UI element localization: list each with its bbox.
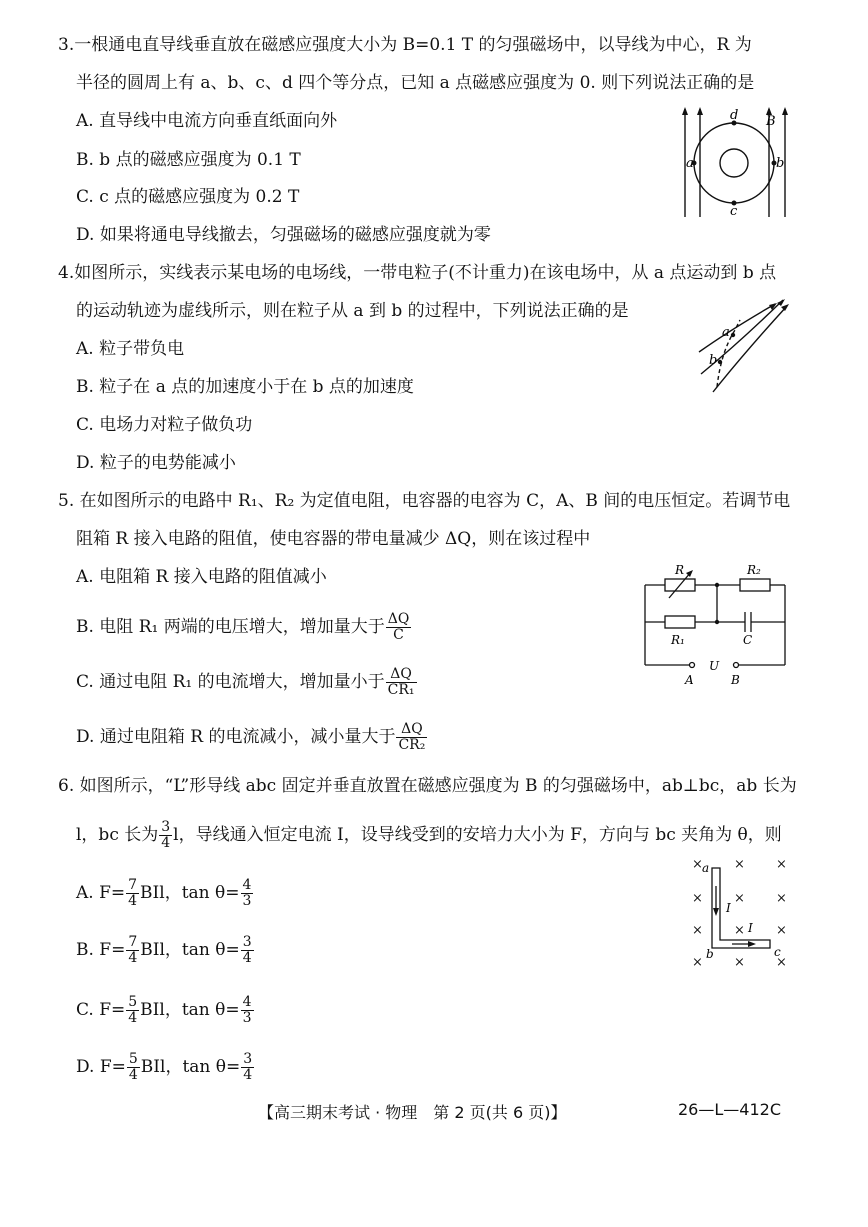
frac-den: 3 bbox=[242, 893, 252, 909]
q6-option-c bbox=[76, 995, 255, 1026]
frac-num: 5 bbox=[128, 994, 138, 1010]
q5-option-d bbox=[76, 722, 428, 753]
cross-mark: × bbox=[692, 891, 703, 906]
q6-stem-2-b: l，导线通入恒定电流 I，设导线受到的安培力大小为 F，方向与 bc 夹角为 θ，则 bbox=[173, 825, 782, 845]
cross-mark: × bbox=[734, 923, 745, 938]
q6-label-I-horizontal: I bbox=[748, 921, 753, 935]
q4-option-a: A. 粒子带负电 bbox=[76, 339, 185, 359]
frac-den: 4 bbox=[128, 1067, 138, 1083]
q6-stem-2 bbox=[76, 820, 782, 851]
q3-option-c: C. c 点的磁感应强度为 0.2 T bbox=[76, 187, 300, 207]
coef-fraction bbox=[126, 878, 139, 909]
q5-option-c bbox=[76, 667, 418, 698]
q4-option-b: B. 粒子在 a 点的加速度小于在 b 点的加速度 bbox=[76, 377, 414, 397]
q4-label-b: b bbox=[709, 353, 718, 368]
q6-figure bbox=[688, 852, 798, 972]
q3-label-d: d bbox=[730, 108, 739, 123]
frac-num: ΔQ bbox=[396, 722, 427, 738]
cross-mark: × bbox=[776, 923, 787, 938]
q3-option-a: A. 直导线中电流方向垂直纸面向外 bbox=[76, 111, 338, 131]
q5-option-b-text: B. 电阻 R₁ 两端的电压增大，增加量大于 bbox=[76, 617, 385, 637]
coef-fraction bbox=[126, 935, 139, 966]
cross-mark: × bbox=[734, 857, 745, 872]
q6-option-a bbox=[76, 878, 254, 909]
q6-label-I-vertical: I bbox=[726, 901, 731, 915]
opt-mid: BIl，tan θ= bbox=[140, 940, 240, 960]
frac-den: 4 bbox=[128, 893, 138, 909]
frac-den: CR₂ bbox=[398, 737, 426, 753]
frac-num: 3 bbox=[243, 1051, 253, 1067]
q5-stem-2: 阻箱 R 接入电路的阻值，使电容器的带电量减少 ΔQ，则在该过程中 bbox=[76, 529, 591, 549]
opt-pre: D. F= bbox=[76, 1057, 126, 1077]
opt-pre: A. F= bbox=[76, 883, 126, 903]
frac-den: 4 bbox=[161, 835, 171, 851]
frac-den: 4 bbox=[242, 950, 252, 966]
q6-stem-1: 6. 如图所示，“L”形导线 abc 固定并垂直放置在磁感应强度为 B 的匀强磁场中，ab⊥bc，ab 长为 bbox=[58, 776, 797, 796]
q6-label-c: c bbox=[774, 945, 781, 959]
opt-mid: BIl，tan θ= bbox=[140, 1000, 240, 1020]
opt-mid: BIl，tan θ= bbox=[140, 1057, 241, 1077]
q4-stem-2: 的运动轨迹为虚线所示，则在粒子从 a 到 b 的过程中，下列说法正确的是 bbox=[76, 301, 629, 321]
q3-label-a: a bbox=[686, 156, 694, 171]
frac-num: 7 bbox=[128, 934, 138, 950]
q5-stem-1: 5. 在如图所示的电路中 R₁、R₂ 为定值电阻，电容器的电容为 C，A、B 间的电压恒定。若调节电 bbox=[58, 491, 791, 511]
q5-circuit-figure bbox=[635, 560, 795, 690]
frac-den: CR₁ bbox=[387, 682, 415, 698]
q3-label-B: B bbox=[766, 114, 776, 129]
frac-den: 4 bbox=[243, 1067, 253, 1083]
q4-figure bbox=[695, 292, 795, 397]
page-footer-title: 【高三期末考试 · 物理 第 2 页(共 6 页)】 bbox=[258, 1103, 567, 1122]
frac-den: C bbox=[393, 627, 404, 643]
opt-mid: BIl，tan θ= bbox=[140, 883, 240, 903]
frac-num: ΔQ bbox=[386, 667, 417, 683]
frac-den: 4 bbox=[128, 950, 138, 966]
page-footer-code: 26—L—412C bbox=[678, 1100, 781, 1119]
q3-stem-1: 3.一根通电直导线垂直放在磁感应强度大小为 B=0.1 T 的匀强磁场中，以导线为中心，R 为 bbox=[58, 35, 752, 55]
q4-label-a: a bbox=[722, 325, 730, 340]
q3-label-c: c bbox=[730, 204, 738, 219]
q5-option-d-text: D. 通过电阻箱 R 的电流减小，减小量大于 bbox=[76, 727, 396, 747]
q6-label-a: a bbox=[702, 861, 710, 875]
cross-mark: × bbox=[734, 891, 745, 906]
cross-mark: × bbox=[776, 955, 787, 970]
q5-label-U: U bbox=[709, 659, 720, 673]
tan-fraction bbox=[241, 1052, 254, 1083]
q3-option-d: D. 如果将通电导线撤去，匀强磁场的磁感应强度就为零 bbox=[76, 225, 491, 245]
cross-mark: × bbox=[692, 923, 703, 938]
cross-mark: × bbox=[734, 955, 745, 970]
tan-fraction bbox=[241, 935, 254, 966]
frac-num: 3 bbox=[161, 819, 171, 835]
q3-stem-2: 半径的圆周上有 a、b、c、d 四个等分点，已知 a 点磁感应强度为 0. 则下列说法正确的是 bbox=[76, 73, 755, 93]
frac-den: 3 bbox=[242, 1010, 252, 1026]
q5-option-c-text: C. 通过电阻 R₁ 的电流增大，增加量小于 bbox=[76, 672, 385, 692]
q3-figure bbox=[675, 105, 795, 220]
q5-label-B: B bbox=[731, 673, 740, 687]
q6-label-b: b bbox=[706, 947, 714, 961]
opt-pre: B. F= bbox=[76, 940, 126, 960]
q5-option-a: A. 电阻箱 R 接入电路的阻值减小 bbox=[76, 567, 327, 587]
q6-stem-fraction bbox=[159, 820, 172, 851]
frac-num: ΔQ bbox=[387, 611, 410, 627]
q5-label-R1: R₁ bbox=[671, 633, 685, 647]
frac-num: 3 bbox=[242, 934, 252, 950]
q5-option-d-fraction bbox=[396, 722, 427, 753]
opt-pre: C. F= bbox=[76, 1000, 126, 1020]
q5-label-C: C bbox=[743, 633, 753, 647]
tan-fraction bbox=[241, 995, 254, 1026]
cross-mark: × bbox=[692, 955, 703, 970]
q5-label-R2: R₂ bbox=[747, 563, 761, 577]
q6-stem-2-a: l，bc 长为 bbox=[76, 825, 159, 845]
cross-mark: × bbox=[776, 857, 787, 872]
q5-label-A: A bbox=[685, 673, 694, 687]
q4-option-d: D. 粒子的电势能减小 bbox=[76, 453, 236, 473]
q3-option-b: B. b 点的磁感应强度为 0.1 T bbox=[76, 150, 301, 170]
tan-fraction bbox=[241, 878, 254, 909]
q4-stem-1: 4.如图所示，实线表示某电场的电场线，一带电粒子(不计重力)在该电场中，从 a 点运动到 b 点 bbox=[58, 263, 777, 283]
frac-den: 4 bbox=[128, 1010, 138, 1026]
frac-num: 4 bbox=[242, 877, 252, 893]
coef-fraction bbox=[126, 995, 139, 1026]
q5-option-b bbox=[76, 612, 412, 643]
cross-mark: × bbox=[776, 891, 787, 906]
coef-fraction bbox=[127, 1052, 140, 1083]
q5-label-R: R bbox=[675, 563, 685, 577]
q3-label-b: b bbox=[776, 156, 785, 171]
frac-num: 4 bbox=[242, 994, 252, 1010]
frac-num: 5 bbox=[128, 1051, 138, 1067]
q6-option-b bbox=[76, 935, 255, 966]
q5-option-c-fraction bbox=[386, 667, 417, 698]
cross-mark: × bbox=[692, 857, 703, 872]
q6-option-d bbox=[76, 1052, 255, 1083]
frac-num: 7 bbox=[128, 877, 138, 893]
q5-option-b-fraction bbox=[386, 612, 412, 643]
q4-option-c: C. 电场力对粒子做负功 bbox=[76, 415, 253, 435]
